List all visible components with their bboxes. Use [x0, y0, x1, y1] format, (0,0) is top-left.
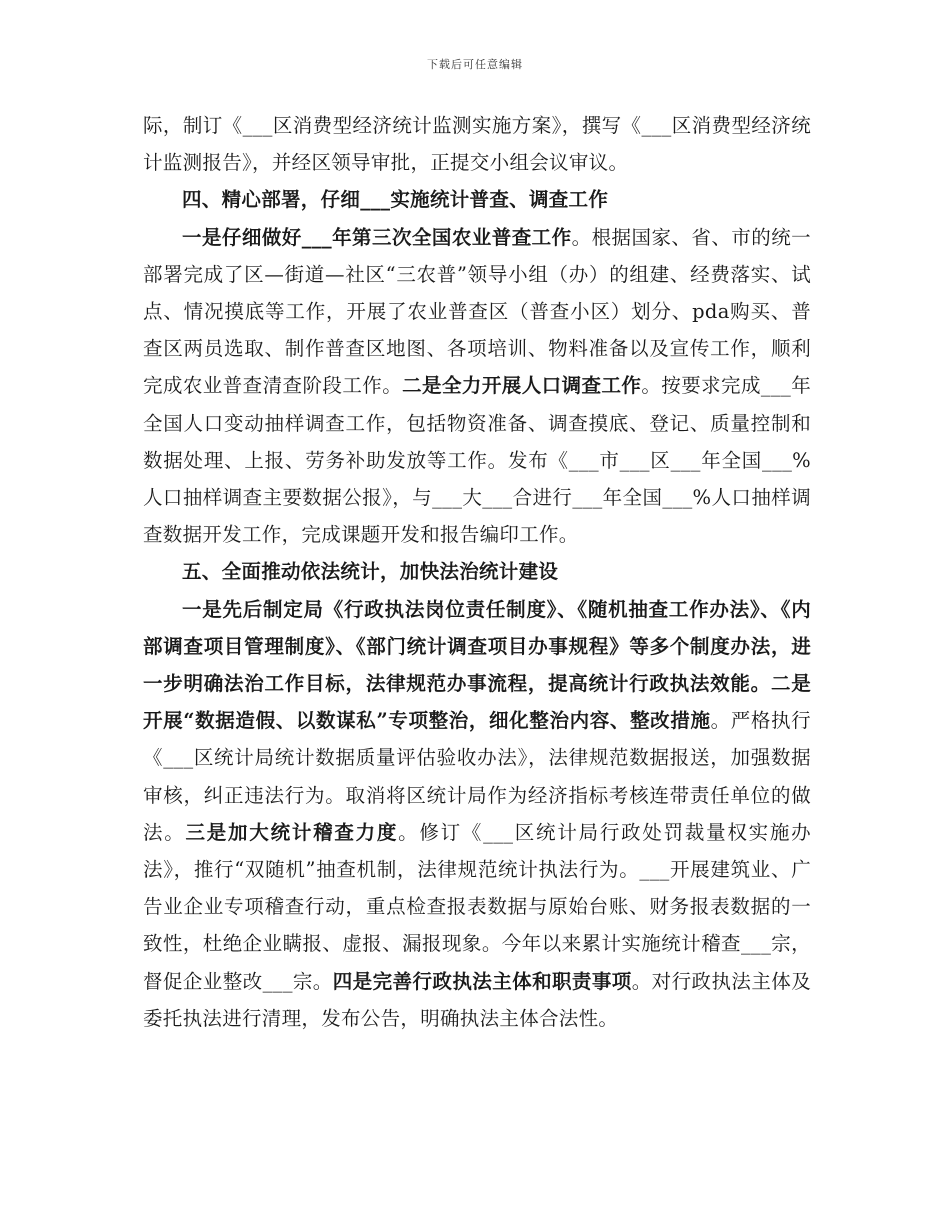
- bold-lead-4: 四是完善行政执法主体和职责事项: [332, 969, 632, 993]
- paragraph-census: [143, 219, 811, 554]
- text-run: 际，制订《___区消费型经济统计监测实施方案》，撰写《___区消费型经济统计监测报告》，并经区领导审批，正提交小组会议审议。: [143, 114, 811, 175]
- text-run: 。对行政执法主体及委托执法进行清理，发布公告，明确执法主体合法性。: [143, 969, 811, 1030]
- text-run: 。按要求完成___年全国人口变动抽样调查工作，包括物资准备、调查摸底、登记、质量控制和数据处理、上报、劳务补助发放等工作。发布《___市___区___年全国___%人口抽样调查主要数据公报》，与___大___合进行___年全国___%人口抽样调查数据开发工作，完成课题开发和报告编印工作。: [143, 374, 812, 547]
- bold-lead-1: 一是先后制定局《行政执法岗位责任制度》、《随机抽查工作办法》、《内部调查项目管理制度》、《部门统计调查项目办事规程》等多个制度办法，进一步明确法治工作目标，法律规范办事流程，提高统计行政执法效能。二是开展“数据造假、以数谋私”专项整治，细化整治内容、整改措施: [143, 597, 811, 733]
- document-body: [143, 107, 811, 1037]
- bold-lead-2: 二是全力开展人口调查工作: [402, 374, 642, 398]
- section-heading-4: [143, 181, 811, 218]
- text-run: 。修订《___区统计局行政处罚裁量权实施办法》，推行“双随机”抽查机制，法律规范统计执法行为。___开展建筑业、广告业企业专项稽查行动，重点检查报表数据与原始台账、财务报表数据的一致性，杜绝企业瞒报、虚报、漏报现象。今年以来累计实施统计稽查___宗，督促企业整改___宗。: [143, 820, 811, 993]
- heading-text: 五、全面推动依法统计，加快法治统计建设: [182, 560, 559, 584]
- page-header: 下载后可任意编辑: [427, 58, 523, 71]
- paragraph-continuation: [143, 107, 811, 181]
- heading-text: 四、精心部署，仔细___实施统计普查、调查工作: [182, 188, 609, 212]
- text-run: 。严格执行《___区统计局统计数据质量评估验收办法》，法律规范数据报送，加强数据审核，纠正违法行为。取消将区统计局作为经济指标考核连带责任单位的做法。: [143, 709, 811, 844]
- text-run: 。根据国家、省、市的统一部署完成了区—街道—社区“三农普”领导小组（办）的组建、经费落实、试点、情况摸底等工作，开展了农业普查区（普查小区）划分、pda购买、普查区两员选取、制作普查区地图、各项培训、物料准备以及宣传工作，顺利完成农业普查清查阶段工作。: [143, 225, 811, 398]
- bold-lead-1: 一是仔细做好___年第三次全国农业普查工作: [182, 225, 572, 249]
- paragraph-legal-statistics: [143, 591, 811, 1037]
- section-heading-5: [143, 553, 811, 590]
- bold-lead-3: 三是加大统计稽查力度: [185, 820, 399, 844]
